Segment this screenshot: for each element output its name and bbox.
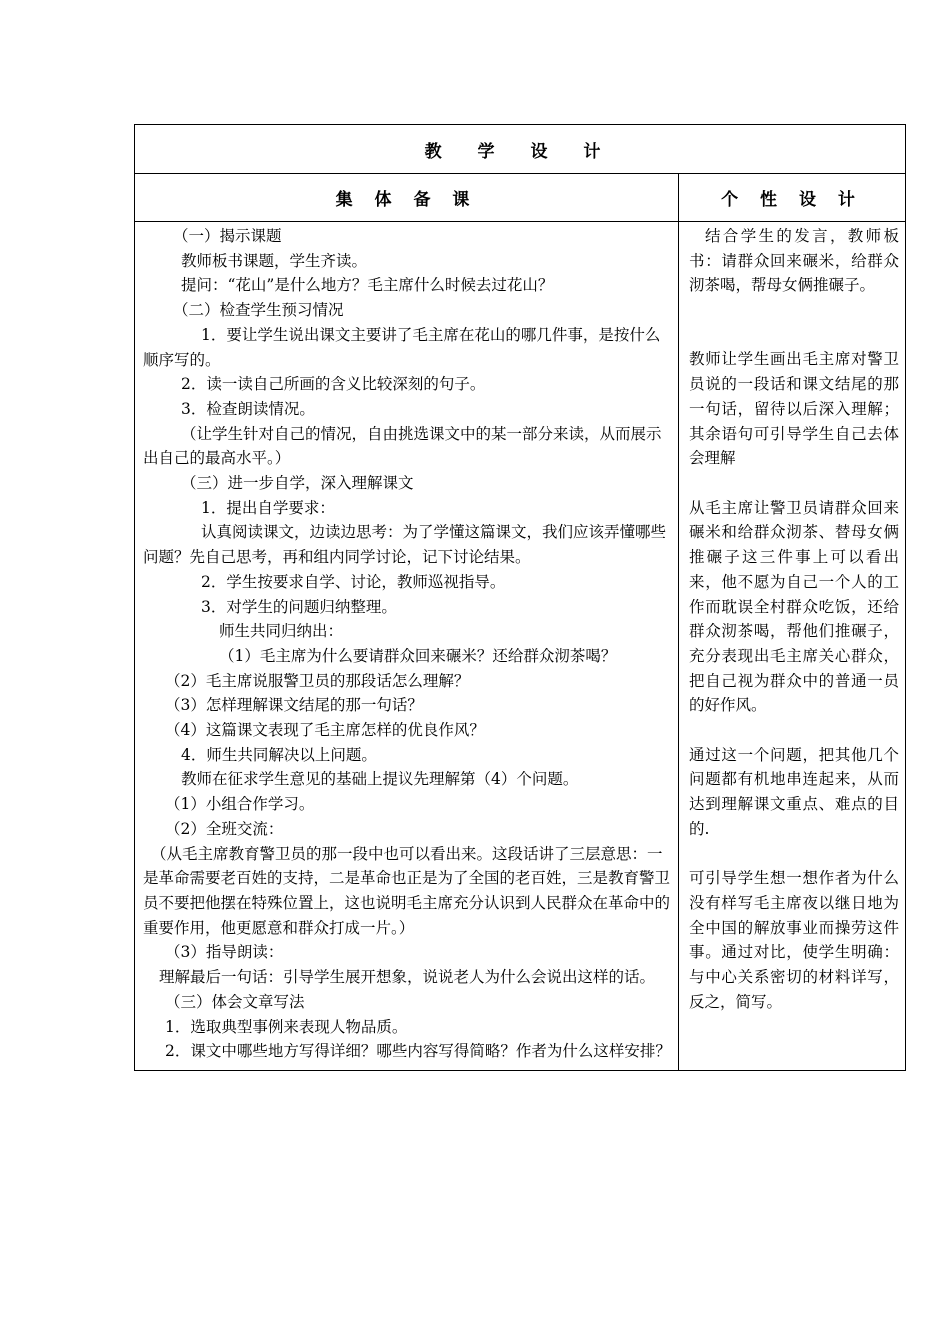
lesson-line: （一）揭示课题 bbox=[173, 227, 282, 245]
col-header-personal: 个 性 设 计 bbox=[679, 174, 906, 222]
design-note: 通过这一个问题，把其他几个问题都有机地串连起来，从而达到理解课文重点、难点的目的. bbox=[689, 745, 900, 838]
content-row bbox=[135, 222, 906, 1071]
design-note: 可引导学生想一想作者为什么没有样写毛主席夜以继日地为全中国的解放事业而操劳这件事。通过对比，使学生明确：与中心关系密切的材料详写，反之，简写。 bbox=[689, 869, 900, 1011]
lesson-line: 理解最后一句话：引导学生展开想象，说说老人为什么会说出这样的话。 bbox=[159, 968, 656, 987]
lesson-line: 教师板书课题，学生齐读。 bbox=[181, 251, 368, 270]
note-spacer bbox=[689, 471, 899, 496]
note-spacer bbox=[689, 718, 899, 743]
lesson-design-table bbox=[134, 124, 906, 1071]
lesson-line: （2）毛主席说服警卫员的那段话怎么理解？ bbox=[165, 671, 470, 690]
lesson-line: 2．读一读自己所画的含义比较深刻的句子。 bbox=[181, 375, 486, 394]
lesson-line: 2．学生按要求自学、讨论，教师巡视指导。 bbox=[201, 572, 506, 591]
table-title: 教 学 设 计 bbox=[135, 125, 906, 174]
header-row bbox=[135, 174, 906, 222]
lesson-line: 教师在征求学生意见的基础上提议先理解第（4）个问题。 bbox=[181, 770, 579, 789]
lesson-line: （1）小组合作学习。 bbox=[165, 795, 315, 814]
personal-notes bbox=[689, 224, 899, 1014]
note-spacer bbox=[689, 298, 899, 323]
lesson-line: 师生共同归纳出： bbox=[219, 622, 344, 641]
lesson-line: 提问：“花山”是什么地方？毛主席什么时候去过花山？ bbox=[181, 276, 554, 295]
note-spacer bbox=[689, 323, 899, 348]
lesson-line: （3）指导朗读： bbox=[165, 943, 284, 962]
lesson-line: （让学生针对自己的情况，自由挑选课文中的某一部分来读，从而展示出自己的最高水平。） bbox=[143, 424, 662, 468]
lesson-line: （从毛主席教育警卫员的那一段中也可以看出来。这段话讲了三层意思：一是革命需要老百姓的支持，二是革命也正是为了全国的老百姓，三是教育警卫员不要把他摆在特殊位置上，这也说明毛主席充分认识到人民群众在革命中的重要作用，他更愿意和群众打成一片。） bbox=[143, 844, 671, 937]
design-note: 教师让学生画出毛主席对警卫员说的一段话和课文结尾的那一句话，留待以后深入理解；其余语句可引导学生自己去体会理解 bbox=[689, 350, 900, 468]
lesson-line: 认真阅读课文，边读边思考：为了学懂这篇课文，我们应该弄懂哪些问题？先自己思考，再和组内同学讨论，记下讨论结果。 bbox=[143, 523, 667, 567]
collective-content bbox=[135, 222, 679, 1071]
lesson-line: （3）怎样理解课文结尾的那一句话？ bbox=[165, 696, 423, 715]
lesson-line: 1．选取典型事例来表现人物品质。 bbox=[165, 1017, 408, 1036]
lesson-line: （三）进一步自学，深入理解课文 bbox=[181, 474, 414, 493]
lesson-line: （三）体会文章写法 bbox=[165, 992, 305, 1011]
personal-content bbox=[679, 222, 906, 1071]
lesson-line: 2．课文中哪些地方写得详细？哪些内容写得简略？作者为什么这样安排？ bbox=[165, 1042, 671, 1061]
lesson-line: （2）全班交流： bbox=[165, 819, 284, 838]
lesson-line: 1．要让学生说出课文主要讲了毛主席在花山的哪几件事，是按什么顺序写的。 bbox=[143, 325, 661, 369]
lesson-line: （二）检查学生预习情况 bbox=[173, 301, 344, 320]
lesson-line: 3．检查朗读情况。 bbox=[181, 399, 315, 418]
col-header-collective: 集 体 备 课 bbox=[135, 174, 679, 222]
lesson-line: 1．提出自学要求： bbox=[201, 498, 335, 517]
lesson-line: （1）毛主席为什么要请群众回来碾米？还给群众沏茶喝？ bbox=[219, 646, 617, 665]
lesson-line: 4．师生共同解决以上问题。 bbox=[181, 745, 377, 764]
title-row bbox=[135, 125, 906, 174]
note-spacer bbox=[689, 842, 899, 867]
collective-lines bbox=[143, 224, 674, 1064]
design-note: 从毛主席让警卫员请群众回来碾米和给群众沏茶、替母女俩推碾子这三件事上可以看出来，他不愿为自己一个人的工作而耽误全村群众吃饭，还给群众沏茶喝，帮他们推碾子，充分表现出毛主席关心群众，把自己视为群众中的普通一员的好作风。 bbox=[689, 498, 900, 715]
lesson-line: 3．对学生的问题归纳整理。 bbox=[201, 597, 397, 616]
lesson-line: （4）这篇课文表现了毛主席怎样的优良作风？ bbox=[165, 721, 485, 740]
design-note: 结合学生的发言，教师板书：请群众回来碾米，给群众沏茶喝，帮母女俩推碾子。 bbox=[689, 227, 900, 295]
